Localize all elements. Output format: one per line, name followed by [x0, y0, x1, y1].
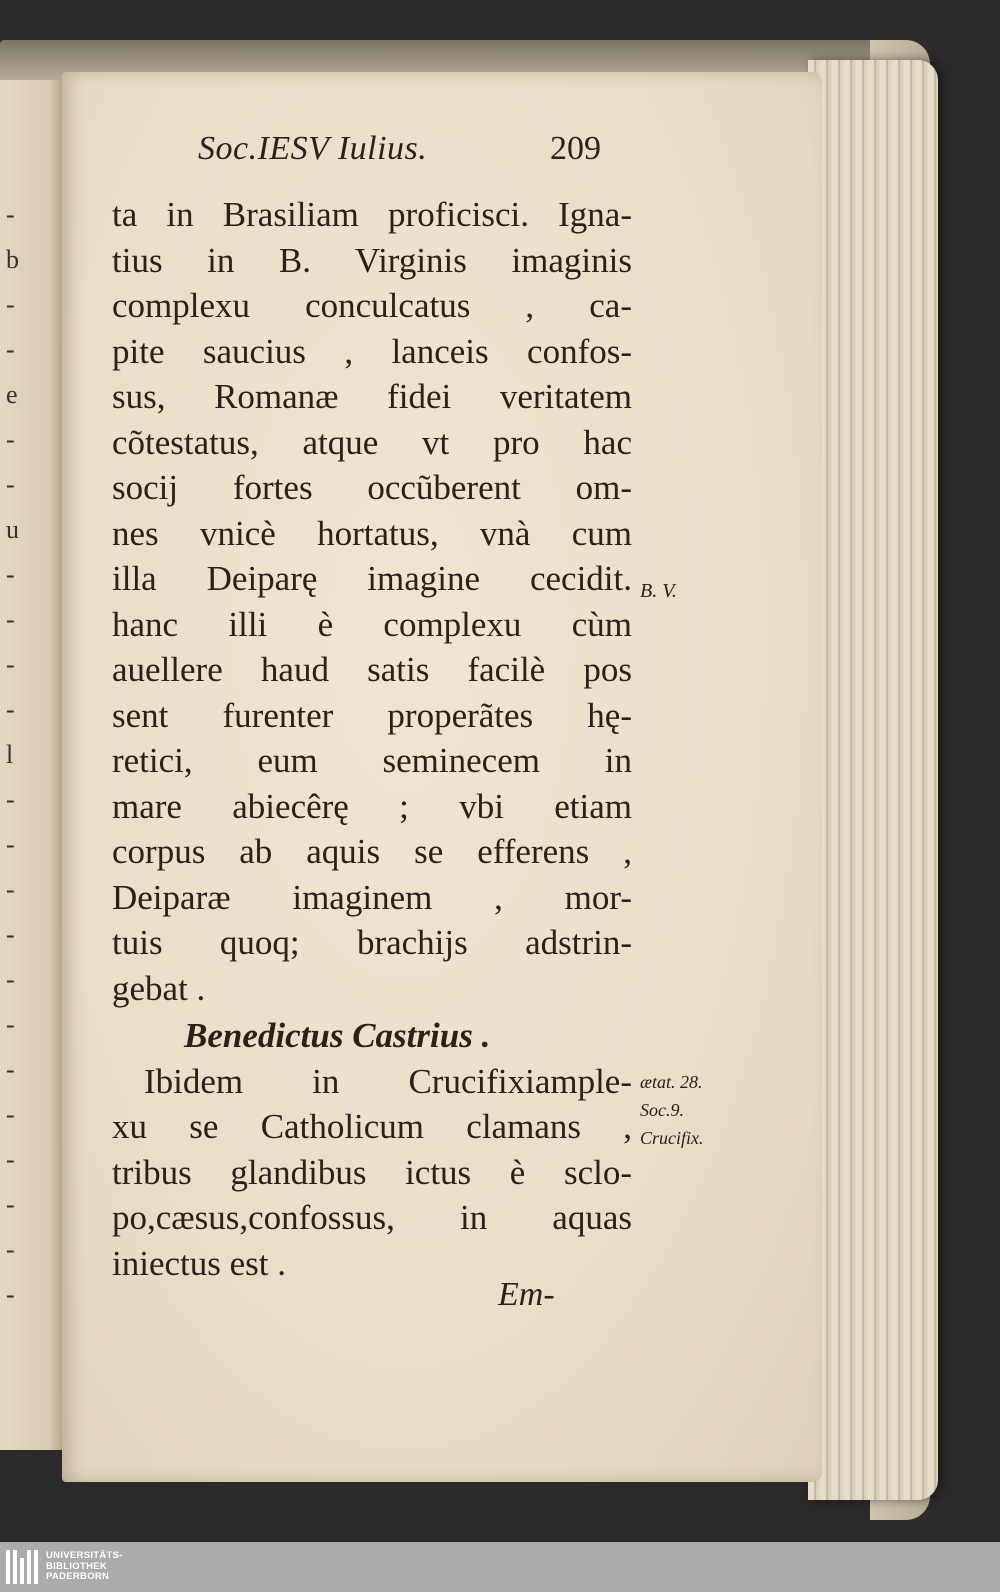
left-page-edge-glyph: - — [6, 650, 15, 679]
text-line: tius in B. Virginis imaginis — [112, 240, 632, 280]
left-page-edge-glyph: - — [6, 470, 15, 499]
text-line: hanc illi è complexu cùm — [112, 604, 632, 644]
text-line: Deiparæ imaginem , mor- — [112, 877, 632, 917]
text-line: complexu conculcatus , ca- — [112, 286, 632, 325]
left-page-edge-glyph: e — [6, 380, 18, 409]
text-line: tuis quoq; brachijs adstrin- — [112, 923, 632, 962]
left-page-edge-glyph: - — [6, 290, 15, 319]
section-heading: Benedictus Castrius . — [184, 1016, 491, 1055]
left-page-edge-glyph: - — [6, 560, 15, 589]
left-page-edge-glyph: - — [6, 1010, 15, 1039]
text-line: socij fortes occũberent om- — [112, 468, 632, 507]
logo-bars-icon — [6, 1550, 38, 1584]
left-page-edge-glyph: - — [6, 335, 15, 364]
text-line: corpus ab aquis se efferens , — [112, 832, 632, 871]
text-line: gebat . — [112, 968, 206, 1008]
running-head: Soc.IESV Iulius. — [198, 130, 428, 167]
text-line: pite saucius , lanceis confos- — [112, 331, 632, 371]
left-page-edge-glyph: - — [6, 425, 15, 454]
page-stack-fore-edge — [808, 60, 938, 1500]
left-page-edge-glyph: - — [6, 1055, 15, 1084]
text-line: cõtestatus, atque vt pro hac — [112, 422, 632, 462]
left-page-edge-glyph: - — [6, 785, 15, 814]
library-logo — [6, 1550, 123, 1584]
logo-text — [46, 1551, 123, 1583]
left-page-edge-glyph: - — [6, 695, 15, 724]
text-line: Ibidem in Crucifixiample- — [144, 1061, 632, 1101]
margin-note-bv: B. V. — [640, 580, 677, 602]
text-line: iniectus est . — [112, 1243, 286, 1283]
left-page-edge-glyph: - — [6, 830, 15, 859]
left-page-edge-glyph: b — [6, 245, 19, 274]
text-line: tribus glandibus ictus è sclo- — [112, 1152, 632, 1192]
logo-line: UNIVERSITÄTS- — [46, 1550, 123, 1562]
left-page-edge-glyph: - — [6, 1280, 15, 1309]
left-page-fragment — [0, 80, 66, 1450]
left-page-edge-glyph: - — [6, 605, 15, 634]
left-page-edge-glyph: u — [6, 515, 19, 544]
page-number: 209 — [550, 130, 601, 167]
left-page-edge-glyph: - — [6, 1100, 15, 1129]
footer-bar — [0, 1542, 1000, 1592]
text-line: sent furenter properãtes hę- — [112, 695, 632, 735]
margin-note-crucifix: Crucifix. — [640, 1128, 704, 1148]
left-page-edge-glyph: - — [6, 1235, 15, 1264]
margin-note-soc: Soc.9. — [640, 1100, 684, 1120]
left-page-edge-glyph: l — [6, 740, 14, 769]
text-line: ta in Brasiliam proficisci. Igna- — [112, 195, 632, 234]
text-line: xu se Catholicum clamans , — [112, 1107, 632, 1146]
body-text-block — [112, 192, 632, 1286]
text-line: retici, eum seminecem in — [112, 741, 632, 780]
margin-note-aetat: ætat. 28. — [640, 1072, 703, 1092]
left-page-edge-glyph: - — [6, 200, 15, 229]
left-page-edge-glyph: - — [6, 920, 15, 949]
text-line: illa Deiparę imagine cecidit. — [112, 559, 632, 598]
text-line: sus, Romanæ fidei veritatem — [112, 377, 632, 416]
logo-line: BIBLIOTHEK — [46, 1560, 108, 1572]
left-page-edge-glyph: - — [6, 965, 15, 994]
left-page-edge-glyph: - — [6, 875, 15, 904]
text-line: mare abiecêrę ; vbi etiam — [112, 786, 632, 826]
text-line: auellere haud satis facilè pos — [112, 650, 632, 689]
logo-line: PADERBORN — [46, 1571, 110, 1583]
catchword: Em- — [498, 1276, 555, 1313]
text-line: nes vnicè hortatus, vnà cum — [112, 513, 632, 553]
text-line: po,cæsus,confossus, in aquas — [112, 1198, 632, 1237]
left-page-edge-glyph: - — [6, 1190, 15, 1219]
left-page-edge-glyph: - — [6, 1145, 15, 1174]
